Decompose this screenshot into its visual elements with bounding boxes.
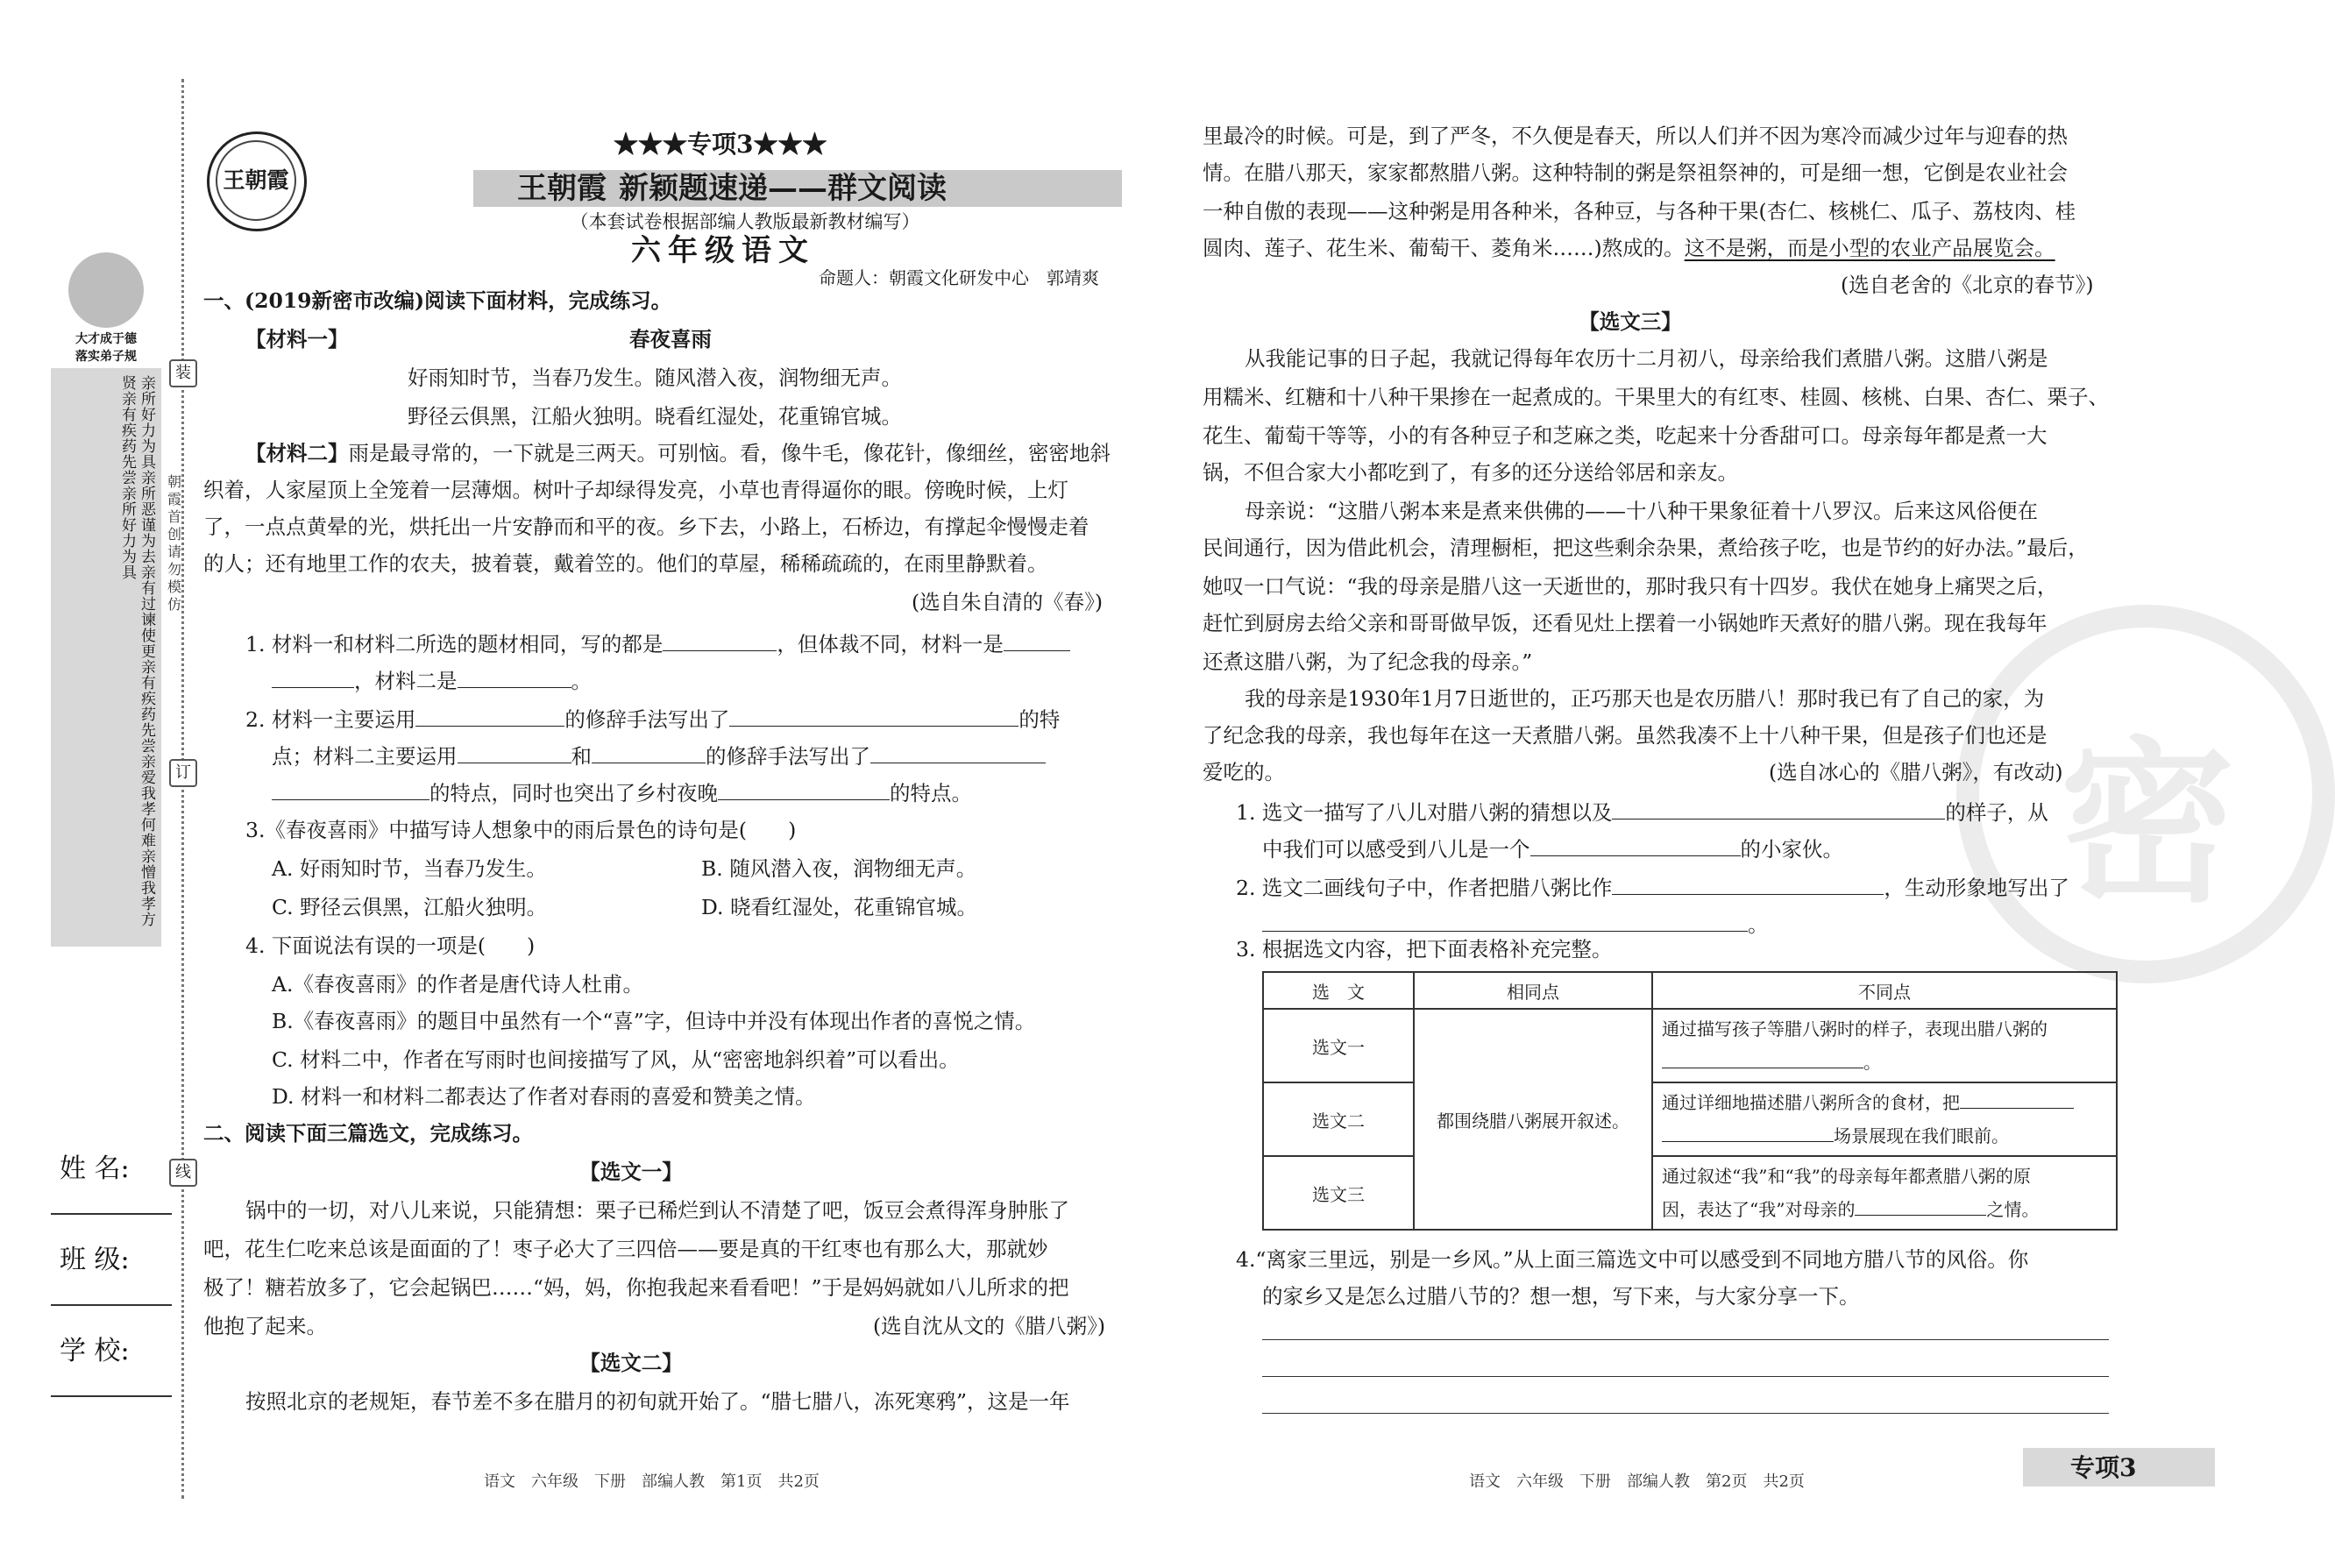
q1-sub2-line2: 点；材料二主要运用 和 的修辞手法写出了 <box>272 741 1046 770</box>
excerpt2-line3: 情。在腊八那天，家家都熬腊八粥。这种特制的粥是祭祖祭神的，可是细一想，它倒是农业社会 <box>1203 160 2068 185</box>
excerpt1-source: (选自沈从文的《腊八粥》) <box>873 1314 1106 1338</box>
blank-1-3[interactable] <box>272 666 354 688</box>
poem-line-2: 野径云俱黑，江船火独明。晓看红湿处，花重锦官城。 <box>408 404 902 429</box>
blank-t2-2[interactable] <box>1262 910 1748 932</box>
q1-sub1-line2: ，材料二是 。 <box>272 666 592 694</box>
m1-label: 【材料一】 <box>245 327 349 351</box>
excerpt2-source: (选自老舍的《北京的春节》) <box>1841 273 2094 297</box>
q1-sub3-option-d[interactable]: D. 晓看红湿处，花重锦官城。 <box>701 895 977 919</box>
m2-line-1: 【材料二】雨是最寻常的，一下就是三两天。可别恼。看，像牛毛，像花针，像细丝，密密地斜 <box>245 441 1111 465</box>
table-diff-1: 通过描写孩子等腊八粥时的样子，表现出腊八粥的 。 <box>1652 1009 2117 1082</box>
excerpt2-title: 【选文二】 <box>579 1351 683 1375</box>
answer-line-2[interactable] <box>1262 1376 2109 1377</box>
blank-table-2[interactable] <box>1960 1087 2074 1109</box>
excerpt3-line2: 用糯米、红糖和十八种干果掺在一起煮成的。干果里大的有红枣、桂圆、核桃、白果、杏仁、栗子、 <box>1203 385 2109 409</box>
m2-line-4: 的人；还有地里工作的农夫，披着蓑，戴着笠的。他们的草屋，稀稀疏疏的，在雨里静默着。 <box>203 551 1048 576</box>
banner-title: 新颖题速递——群文阅读 <box>619 171 947 206</box>
q2-sub2-line2: 。 <box>1262 910 1769 938</box>
q1-sub4-option-a[interactable]: A.《春夜喜雨》的作者是唐代诗人杜甫。 <box>272 972 643 997</box>
binding-note: 朝霞首创 请勿模仿 <box>167 473 181 613</box>
excerpt2-line4: 一种自傲的表现——这种粥是用各种米，各种豆，与各种干果(杏仁、核桃仁、瓜子、荔枝肉、桂 <box>1203 199 2076 223</box>
binding-char-3: 线 <box>169 1159 197 1187</box>
q1-sub4-option-c[interactable]: C. 材料二中，作者在写雨时也间接描写了风，从“密密地斜织着”可以看出。 <box>272 1047 960 1072</box>
blank-1-4[interactable] <box>458 666 571 688</box>
blank-table-1[interactable] <box>1662 1047 1863 1068</box>
blank-2-3[interactable] <box>458 741 571 763</box>
q1-sub4-option-d[interactable]: D. 材料一和材料二都表达了作者对春雨的喜爱和赞美之情。 <box>272 1084 816 1109</box>
poem-line-1: 好雨知时节，当春乃发生。随风潜入夜，润物细无声。 <box>408 365 902 390</box>
sidebar-slogan-1: 大才成于德 <box>75 332 137 346</box>
excerpt1-line4: 他抱了起来。 <box>203 1314 327 1338</box>
excerpt3-line6: 民间通行，因为借此机会，清理橱柜，把这些剩余杂果，煮给孩子吃，也是节约的好办法。”最后， <box>1203 536 2089 560</box>
excerpt2-line5: 圆肉、莲子、花生米、葡萄干、菱角米……)熬成的。这不是粥，而是小型的农业产品展览会。 <box>1203 236 2055 260</box>
q1-sub1-line1: 1. 材料一和材料二所选的题材相同，写的都是 ，但体裁不同，材料一是 <box>245 629 1070 657</box>
table-row-1-label: 选文一 <box>1263 1009 1414 1082</box>
answer-line-1[interactable] <box>1262 1339 2109 1340</box>
q2-sub3: 3. 根据选文内容，把下面表格补充完整。 <box>1236 937 1613 961</box>
excerpt3-line4: 锅，不但合家大小都吃到了，有多的还分送给邻居和亲友。 <box>1203 460 1738 485</box>
blank-2-7[interactable] <box>718 778 890 800</box>
footer-page-1: 语文 六年级 下册 部编人教 第1页 共2页 <box>484 1472 820 1491</box>
name-label: 姓 名: <box>60 1153 130 1184</box>
answer-line-3[interactable] <box>1262 1413 2109 1414</box>
blank-table-3[interactable] <box>1855 1194 1986 1216</box>
blank-2-4[interactable] <box>592 741 706 763</box>
table-same-cell: 都围绕腊八粥展开叙述。 <box>1414 1009 1652 1230</box>
blank-t2-1[interactable] <box>1612 873 1884 895</box>
school-line[interactable] <box>51 1395 172 1397</box>
q1-sub3-option-b[interactable]: B. 随风潜入夜，润物细无声。 <box>701 856 977 881</box>
edition-note: （本套试卷根据部编人教版最新教材编写） <box>570 211 920 232</box>
table-header-same: 相同点 <box>1414 972 1652 1009</box>
excerpt3-line1: 从我能记事的日子起，我就记得每年农历十二月初八，母亲给我们煮腊八粥。这腊八粥是 <box>1245 346 2048 371</box>
excerpt3-line3: 花生、葡萄干等等，小的有各种豆子和芝麻之类，吃起来十分香甜可口。母亲每年都是煮一大 <box>1203 423 2048 448</box>
excerpt1-title: 【选文一】 <box>579 1160 683 1184</box>
excerpt1-line2: 吧，花生仁吃来总该是面面的了！枣子必大了三四倍——要是真的干红枣也有那么大，那就妙 <box>203 1237 1048 1261</box>
q1-sub2-line1: 2. 材料一主要运用 的修辞手法写出了 的特 <box>245 705 1060 733</box>
m2-line-2: 织着，人家屋顶上全笼着一层薄烟。树叶子却绿得发亮，小草也青得逼你的眼。傍晚时候，上灯 <box>203 478 1068 502</box>
excerpt3-line7: 她叹一口气说：“我的母亲是腊八这一天逝世的，那时我只有十四岁。我伏在她身上痛哭之后， <box>1203 574 2058 599</box>
q2-sub1-line1: 1. 选文一描写了八儿对腊八粥的猜想以及 的样子，从 <box>1236 798 2048 826</box>
excerpt3-line11: 了纪念我的母亲，我也每年在这一天煮腊八粥。虽然我凑不上十八种干果，但是孩子们也还是 <box>1203 723 2048 748</box>
q1-sub3: 3.《春夜喜雨》中描写诗人想象中的雨后景色的诗句是( ) <box>245 818 797 842</box>
m2-source: (选自朱自清的《春》) <box>912 590 1104 614</box>
blank-t1-2[interactable] <box>1530 834 1741 856</box>
q2-sub1-line2: 中我们可以感受到八儿是一个 的小家伙。 <box>1262 834 1843 862</box>
table-row-2-label: 选文二 <box>1263 1082 1414 1156</box>
q2-heading: 二、阅读下面三篇选文，完成练习。 <box>203 1121 533 1146</box>
table-row-3-label: 选文三 <box>1263 1156 1414 1230</box>
blank-2-2[interactable] <box>729 705 1018 727</box>
q2-sub4-line2: 的家乡又是怎么过腊八节的？想一想，写下来，与大家分享一下。 <box>1262 1284 1860 1309</box>
excerpt3-line12: 爱吃的。 <box>1203 760 1285 784</box>
blank-2-1[interactable] <box>415 705 564 727</box>
special-label: ★★★专项3★★★ <box>614 130 827 159</box>
underlined-sentence: 这不是粥，而是小型的农业产品展览会。 <box>1684 236 2055 260</box>
excerpt1-line1: 锅中的一切，对八儿来说，只能猜想：栗子已稀烂到认不清楚了吧，饭豆会煮得浑身肿胀了 <box>245 1198 1069 1223</box>
comparison-table <box>1262 971 2118 1231</box>
school-label: 学 校: <box>60 1336 130 1366</box>
table-diff-2: 通过详细地描述腊八粥所含的食材，把 场景展现在我们眼前。 <box>1652 1082 2117 1156</box>
grade-subject: 六年级语文 <box>631 233 815 268</box>
binding-char-2: 订 <box>169 759 197 787</box>
q1-heading: 一、(2019新密市改编)阅读下面材料，完成练习。 <box>203 288 672 313</box>
sidebar-rules: 亲所好力为具亲所恶谨为去亲有过谏使更亲有疾药先尝亲爱我孝何难亲憎我孝方贤亲有疾药先尝亲所好力为具 <box>118 375 155 927</box>
q1-sub3-option-a[interactable]: A. 好雨知时节，当春乃发生。 <box>272 856 547 881</box>
banner-brand: 王朝霞 <box>517 171 607 206</box>
q2-sub2-line1: 2. 选文二画线句子中，作者把腊八粥比作 ，生动形象地写出了 <box>1236 873 2069 901</box>
excerpt2-line1: 按照北京的老规矩，春节差不多在腊月的初旬就开始了。“腊七腊八，冻死寒鸦”，这是一年 <box>245 1389 1070 1414</box>
q1-sub2-line3: 的特点，同时也突出了乡村夜晚 的特点。 <box>272 778 972 806</box>
excerpt3-source: (选自冰心的《腊八粥》，有改动) <box>1769 760 2063 784</box>
brand-logo-text: 王朝霞 <box>216 140 296 221</box>
m2-line-3: 了，一点点黄晕的光，烘托出一片安静而和平的夜。乡下去，小路上，石桥边，有撑起伞慢慢走着 <box>203 514 1089 539</box>
m1-title: 春夜喜雨 <box>629 327 712 351</box>
class-label: 班 级: <box>60 1245 130 1275</box>
watermark-stamp-char: 密 <box>2060 720 2236 926</box>
table-header-excerpt: 选 文 <box>1263 972 1414 1009</box>
q2-sub4-line1: 4.“离家三里远，别是一乡风。”从上面三篇选文中可以感受到不同地方腊八节的风俗。你 <box>1236 1247 2029 1272</box>
binding-line <box>181 79 184 1499</box>
q1-sub4: 4. 下面说法有误的一项是( ) <box>245 933 536 958</box>
sidebar-slogan-2: 落实弟子规 <box>75 350 137 364</box>
class-line[interactable] <box>51 1304 172 1306</box>
table-diff-3: 通过叙述“我”和“我”的母亲每年都煮腊八粥的原 因，表达了“我”对母亲的 之情。 <box>1652 1156 2117 1230</box>
footer-page-2: 语文 六年级 下册 部编人教 第2页 共2页 <box>1469 1472 1805 1491</box>
binding-char-1: 装 <box>169 359 197 387</box>
scholar-figure-icon <box>68 252 144 328</box>
excerpt2-line2: 里最冷的时候。可是，到了严冬，不久便是春天，所以人们并不因为寒冷而减少过年与迎春的热 <box>1203 124 2068 148</box>
blank-2-5[interactable] <box>870 741 1046 763</box>
blank-1-2[interactable] <box>1004 629 1070 651</box>
excerpt3-line10: 我的母亲是1930年1月7日逝世的，正巧那天也是农历腊八！那时我已有了自己的家，为 <box>1245 686 2045 711</box>
blank-2-6[interactable] <box>272 778 429 800</box>
author: 命题人：朝霞文化研发中心 郭靖爽 <box>819 267 1099 288</box>
excerpt3-title: 【选文三】 <box>1579 309 1682 334</box>
excerpt3-line9: 还煮这腊八粥，为了纪念我的母亲。” <box>1203 649 1533 674</box>
blank-t1-1[interactable] <box>1612 798 1945 819</box>
excerpt1-line3: 极了！糖若放多了，它会起锅巴……“妈，妈，你抱我起来看看吧！”于是妈妈就如八儿所求的把 <box>203 1275 1069 1300</box>
name-line[interactable] <box>51 1213 172 1215</box>
excerpt3-line8: 赶忙到厨房去给父亲和哥哥做早饭，还看见灶上摆着一小锅她昨天煮好的腊八粥。现在我每年 <box>1203 611 2048 635</box>
excerpt3-line5: 母亲说：“这腊八粥本来是煮来供佛的——十八种干果象征着十八罗汉。后来这风俗便在 <box>1245 499 2039 523</box>
q1-sub3-option-c[interactable]: C. 野径云俱黑，江船火独明。 <box>272 895 548 919</box>
q1-sub4-option-b[interactable]: B.《春夜喜雨》的题目中虽然有一个“喜”字，但诗中并没有体现出作者的喜悦之情。 <box>272 1009 1036 1033</box>
table-header-diff: 不同点 <box>1652 972 2117 1009</box>
blank-1-1[interactable] <box>663 629 777 651</box>
corner-badge-label: 专项3 <box>2070 1453 2137 1482</box>
